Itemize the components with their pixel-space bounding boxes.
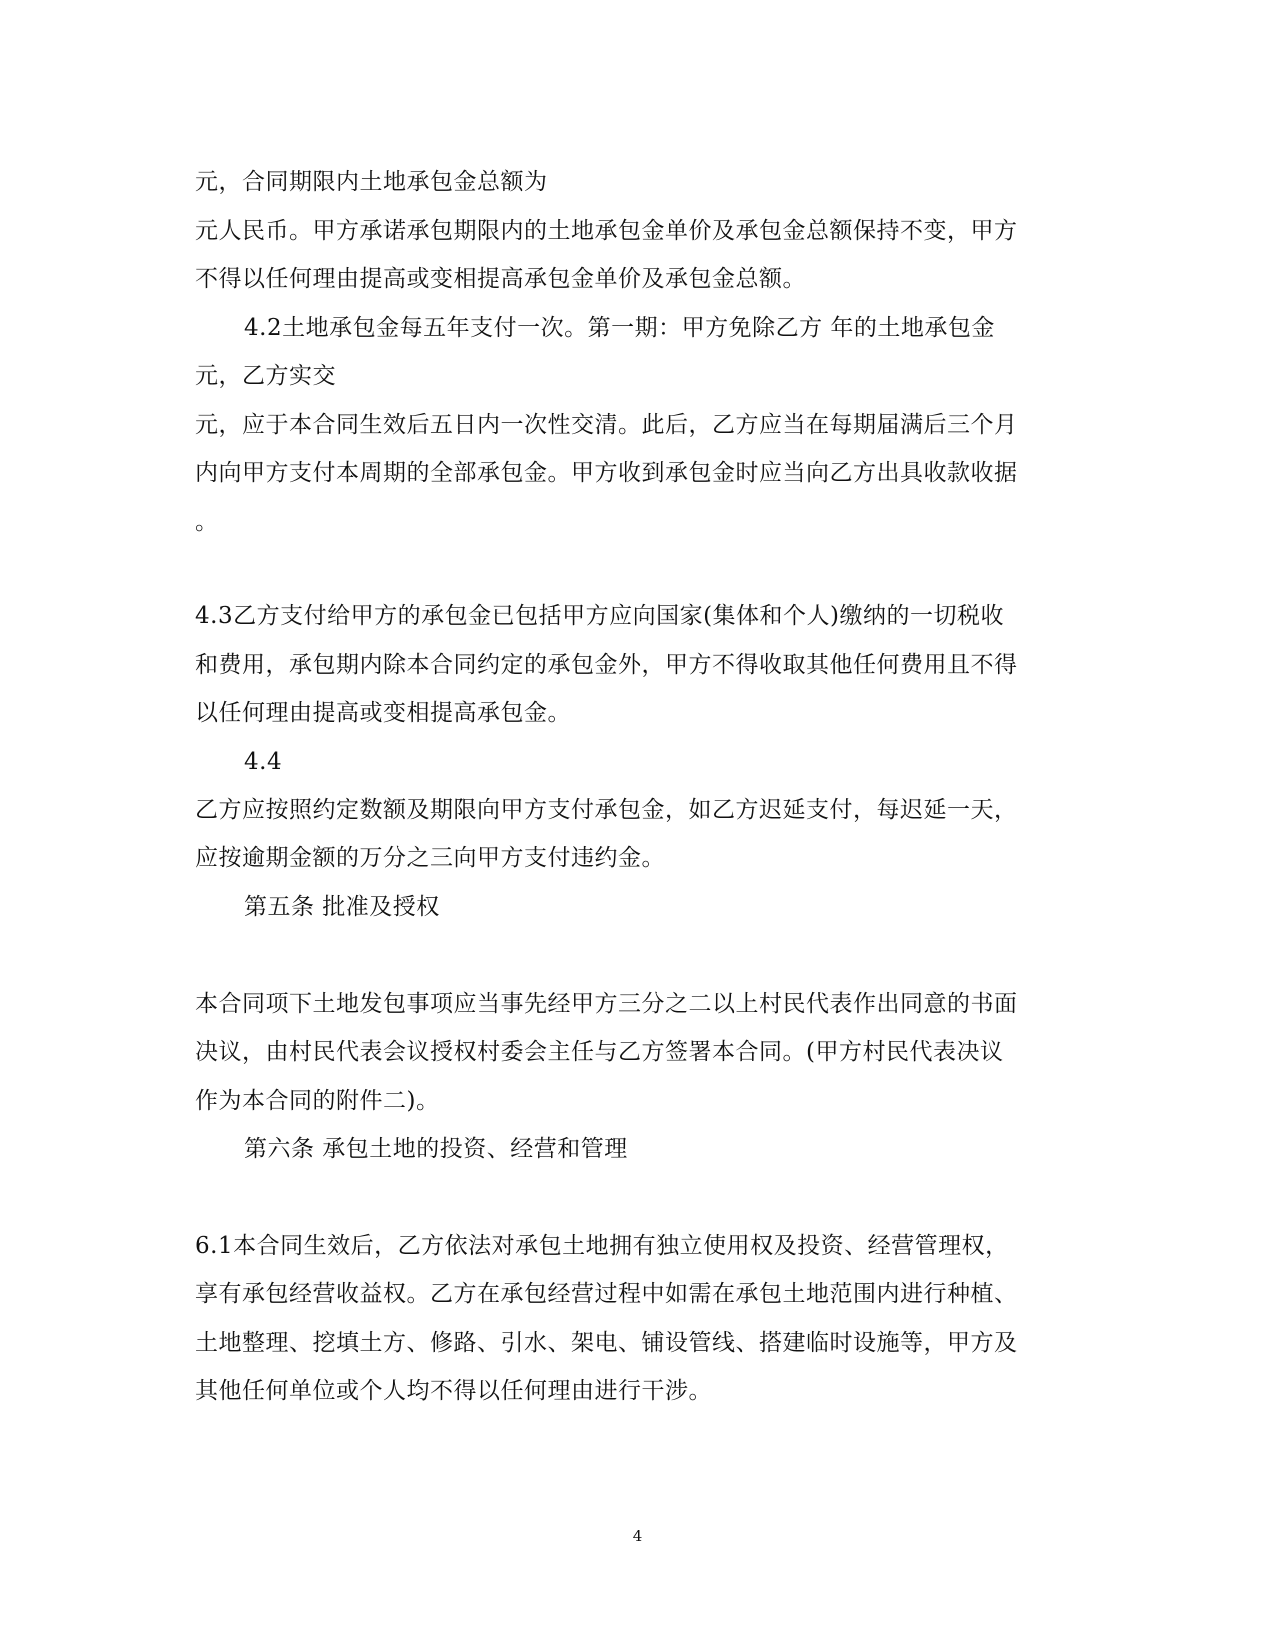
text-line: 享有承包经营收益权。乙方在承包经营过程中如需在承包土地范围内进行种植、 <box>195 1281 1018 1307</box>
text-line: 应按逾期金额的万分之三向甲方支付违约金。 <box>195 845 665 871</box>
text-line: 4.4 <box>244 749 283 775</box>
text-line: 元人民币。甲方承诺承包期限内的土地承包金单价及承包金总额保持不变，甲方 <box>195 218 1018 244</box>
text-line: 决议，由村民代表会议授权村委会主任与乙方签署本合同。(甲方村民代表决议 <box>195 1039 1004 1065</box>
text-line: 乙方应按照约定数额及期限向甲方支付承包金，如乙方迟延支付，每迟延一天， <box>195 797 1018 823</box>
text-line: 作为本合同的附件二)。 <box>195 1088 440 1114</box>
text-line: 本合同项下土地发包事项应当事先经甲方三分之二以上村民代表作出同意的书面 <box>195 991 1018 1017</box>
text-line: 元，合同期限内土地承包金总额为 <box>195 169 548 195</box>
text-line: 和费用，承包期内除本合同约定的承包金外，甲方不得收取其他任何费用且不得 <box>195 652 1018 678</box>
text-line: 以任何理由提高或变相提高承包金。 <box>195 700 571 726</box>
page-number: 4 <box>632 1527 643 1545</box>
text-line: 土地整理、挖填土方、修路、引水、架电、铺设管线、搭建临时设施等，甲方及 <box>195 1330 1018 1356</box>
text-line: 不得以任何理由提高或变相提高承包金单价及承包金总额。 <box>195 266 806 292</box>
text-line: 6.1本合同生效后，乙方依法对承包土地拥有独立使用权及投资、经营管理权， <box>195 1233 1009 1259</box>
text-line: 4.2土地承包金每五年支付一次。第一期：甲方免除乙方 年的土地承包金 <box>244 315 995 341</box>
text-line: 元，应于本合同生效后五日内一次性交清。此后，乙方应当在每期届满后三个月 <box>195 412 1018 438</box>
section-heading: 第五条 批准及授权 <box>244 894 440 920</box>
section-heading: 第六条 承包土地的投资、经营和管理 <box>244 1136 628 1162</box>
text-line: 内向甲方支付本周期的全部承包金。甲方收到承包金时应当向乙方出具收款收据 <box>195 460 1018 486</box>
text-line: 元，乙方实交 <box>195 363 336 389</box>
text-line: 。 <box>195 509 219 535</box>
text-line: 4.3乙方支付给甲方的承包金已包括甲方应向国家(集体和个人)缴纳的一切税收 <box>195 603 1005 629</box>
text-line: 其他任何单位或个人均不得以任何理由进行干涉。 <box>195 1378 712 1404</box>
